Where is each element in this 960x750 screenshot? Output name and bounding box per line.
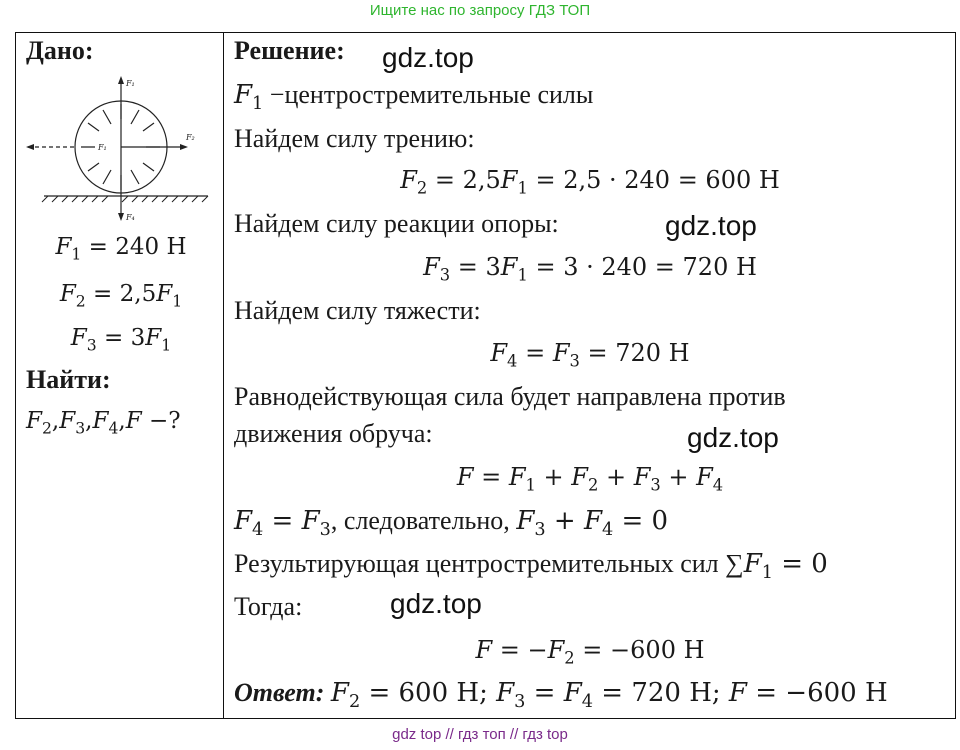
solution-line-5: Равнодействующая сила будет направлена против [234, 382, 786, 411]
find-title: Найти: [26, 365, 111, 394]
solution-line-1: $F_1$ −центростремительные силы [234, 80, 594, 115]
label-f1-top: F₁ [126, 79, 135, 88]
given-f2: $F_2 = 2,5F_1$ [59, 281, 183, 311]
watermark-2: gdz.top [665, 210, 757, 241]
solution-line-9: Тогда: [234, 592, 303, 621]
given-title: Дано: [26, 36, 94, 65]
solution-line-8: Результирующая центростремительных сил $\sum F_1 = 0$ [234, 549, 828, 584]
solution-line-6: движения обруча: [234, 419, 433, 448]
formula-resultant: $F = F_1 + F_2 + F_3 + F_4$ [456, 463, 724, 495]
label-f1-center: F₁ [98, 143, 107, 152]
label-f4: F₄ [126, 213, 135, 222]
find-formula: $F_2,F_3,F_4,F$ −? [26, 408, 181, 438]
answer-line: Ответ: $F_2 = 600$ Н; $F_3 = F_4 = 720$ Н; F = −600 Н [234, 678, 888, 713]
label-f2: F₂ [186, 133, 195, 142]
given-f1: $F_1 = 240$ Н [55, 234, 187, 264]
formula-f2: $F_2 = 2,5F_1 = 2,5 \cdot 240 = 600$ Н [400, 166, 780, 198]
watermark-1: gdz.top [382, 42, 474, 73]
top-banner: Ищите нас по запросу ГДЗ ТОП [369, 2, 591, 19]
bottom-banner: gdz top // гдз топ // гдз top [392, 726, 568, 743]
watermark-3: gdz.top [687, 422, 779, 453]
formula-f4: $F_4 = F_3 = 720$ Н [490, 339, 690, 371]
solution-line-3: Найдем силу реакции опоры: [234, 209, 559, 238]
formula-f3: $F_3 = 3F_1 = 3 \cdot 240 = 720$ Н [423, 253, 757, 285]
watermark-4: gdz.top [390, 588, 482, 619]
hoop-diagram [26, 74, 216, 224]
solution-line-4: Найдем силу тяжести: [234, 296, 481, 325]
solution-title: Решение: [234, 36, 345, 65]
given-f3: $F_3 = 3F_1$ [70, 325, 172, 355]
solution-line-2: Найдем силу трению: [234, 124, 475, 153]
column-divider [223, 32, 224, 719]
solution-line-7: $F_4 = F_3$, следовательно, $F_3 + F_4 = 0$ [234, 506, 669, 541]
formula-final: $F = -F_2 = -600$ Н [475, 636, 705, 668]
